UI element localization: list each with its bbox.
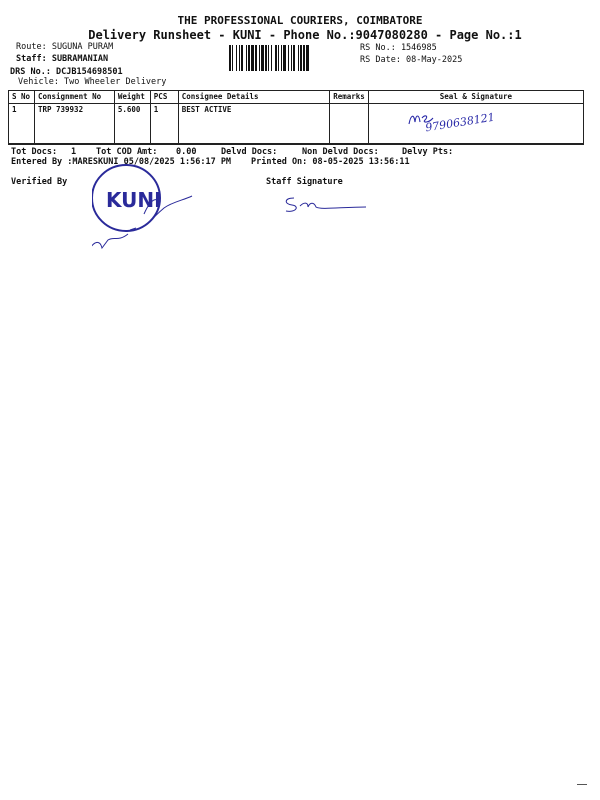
totals-divider [8, 143, 584, 144]
staff-handwritten-signature [282, 194, 382, 216]
col-header-consignee: Consignee Details [178, 91, 329, 104]
col-header-remarks: Remarks [330, 91, 369, 104]
cell-weight: 5.600 [114, 104, 150, 145]
delvy-pts-label: Delvy Pts: [402, 147, 454, 157]
drs-number: DRS No.: DCJB154698501 [10, 67, 123, 77]
col-header-pcs: PCS [150, 91, 178, 104]
entered-by: Entered By :MARESKUNI 05/08/2025 1:56:17 PM [11, 157, 232, 167]
tot-docs-label: Tot Docs: [11, 147, 58, 157]
handwritten-phone: 9790638121 [424, 110, 496, 135]
cell-consignee: BEST ACTIVE [178, 104, 329, 145]
page-corner-mark [577, 784, 587, 785]
kuni-stamp [92, 156, 202, 266]
company-title: THE PROFESSIONAL COURIERS, COIMBATORE [177, 14, 423, 27]
barcode [229, 45, 353, 71]
stamp-text: KUNI [106, 188, 162, 212]
delvd-docs-label: Delvd Docs: [221, 147, 278, 157]
route-text: Route: SUGUNA PURAM [16, 42, 114, 52]
runsheet-subtitle: Delivery Runsheet - KUNI - Phone No.:9047080280 - Page No.:1 [88, 28, 522, 42]
non-delvd-docs-label: Non Delvd Docs: [302, 147, 379, 157]
staff-signature-label: Staff Signature [266, 177, 343, 187]
printed-on: Printed On: 08-05-2025 13:56:11 [251, 157, 410, 167]
cell-consignment: TRP 739932 [34, 104, 114, 145]
rs-date: RS Date: 08-May-2025 [360, 55, 463, 65]
runsheet-table [8, 90, 584, 145]
tot-docs-value: 1 [71, 147, 77, 157]
handwritten-initials [407, 108, 437, 130]
cell-remarks [330, 104, 369, 145]
staff-text: Staff: SUBRAMANIAN [16, 54, 109, 64]
col-header-seal: Seal & Signature [368, 91, 583, 104]
cell-seal-signature [368, 104, 583, 145]
cell-pcs: 1 [150, 104, 178, 145]
table-row [9, 104, 584, 145]
tot-cod-value: 0.00 [176, 147, 197, 157]
col-header-consignment: Consignment No [34, 91, 114, 104]
col-header-sno: S No [9, 91, 35, 104]
vehicle-text: Vehicle: Two Wheeler Delivery [18, 77, 167, 87]
cell-sno: 1 [9, 104, 35, 145]
verified-by-label: Verified By [11, 177, 68, 187]
rs-number: RS No.: 1546985 [360, 43, 437, 53]
tot-cod-label: Tot COD Amt: [96, 147, 158, 157]
table-header-row [9, 91, 584, 104]
col-header-weight: Weight [114, 91, 150, 104]
